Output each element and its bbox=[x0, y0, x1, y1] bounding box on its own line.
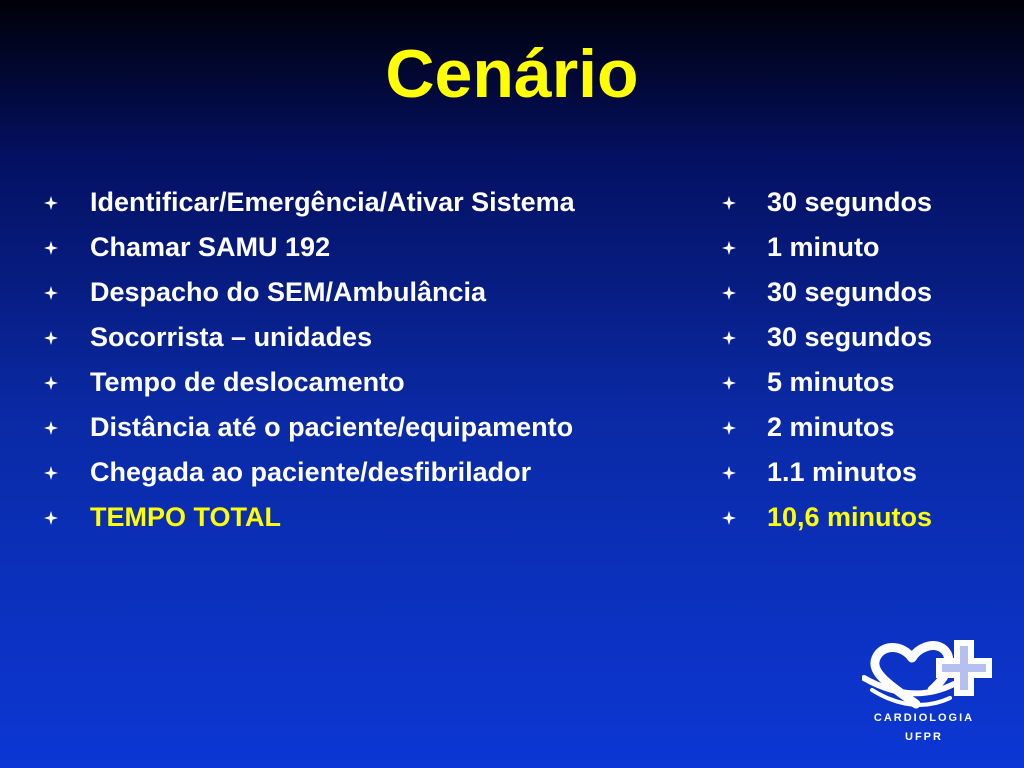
time-value: 30 segundos bbox=[767, 322, 933, 352]
four-point-star-bullet-icon bbox=[722, 466, 736, 480]
four-point-star-bullet-icon bbox=[722, 196, 736, 210]
time-value: 30 segundos bbox=[767, 187, 933, 217]
four-point-star-bullet-icon bbox=[44, 511, 58, 525]
four-point-star-bullet-icon bbox=[44, 241, 58, 255]
activity-label: Despacho do SEM/Ambulância bbox=[90, 277, 487, 307]
activity-label: Tempo de deslocamento bbox=[90, 367, 405, 397]
time-value: 2 minutos bbox=[767, 412, 895, 442]
four-point-star-bullet-icon bbox=[44, 286, 58, 300]
four-point-star-bullet-icon bbox=[44, 196, 58, 210]
slide-title: Cenário bbox=[385, 36, 639, 112]
four-point-star-bullet-icon bbox=[722, 511, 736, 525]
four-point-star-bullet-icon bbox=[722, 421, 736, 435]
activity-label: Distância até o paciente/equipamento bbox=[90, 412, 574, 442]
time-value: 1.1 minutos bbox=[767, 457, 918, 487]
four-point-star-bullet-icon bbox=[44, 376, 58, 390]
activity-label: Identificar/Emergência/Ativar Sistema bbox=[90, 187, 575, 217]
activity-label: Socorrista – unidades bbox=[90, 322, 373, 352]
time-value: 5 minutos bbox=[767, 367, 895, 397]
four-point-star-bullet-icon bbox=[44, 331, 58, 345]
four-point-star-bullet-icon bbox=[722, 376, 736, 390]
total-time: 10,6 minutos bbox=[767, 502, 933, 532]
four-point-star-bullet-icon bbox=[722, 286, 736, 300]
four-point-star-bullet-icon bbox=[44, 421, 58, 435]
logo-text-line1: CARDIOLOGIA bbox=[873, 712, 975, 724]
time-value: 30 segundos bbox=[767, 277, 933, 307]
four-point-star-bullet-icon bbox=[44, 466, 58, 480]
activity-label: Chegada ao paciente/desfibrilador bbox=[90, 457, 532, 487]
time-value: 1 minuto bbox=[767, 232, 880, 262]
four-point-star-bullet-icon bbox=[722, 241, 736, 255]
four-point-star-bullet-icon bbox=[722, 331, 736, 345]
activity-label: Chamar SAMU 192 bbox=[90, 232, 331, 262]
logo-text-line2: UFPR bbox=[905, 731, 943, 743]
total-label: TEMPO TOTAL bbox=[90, 502, 281, 532]
